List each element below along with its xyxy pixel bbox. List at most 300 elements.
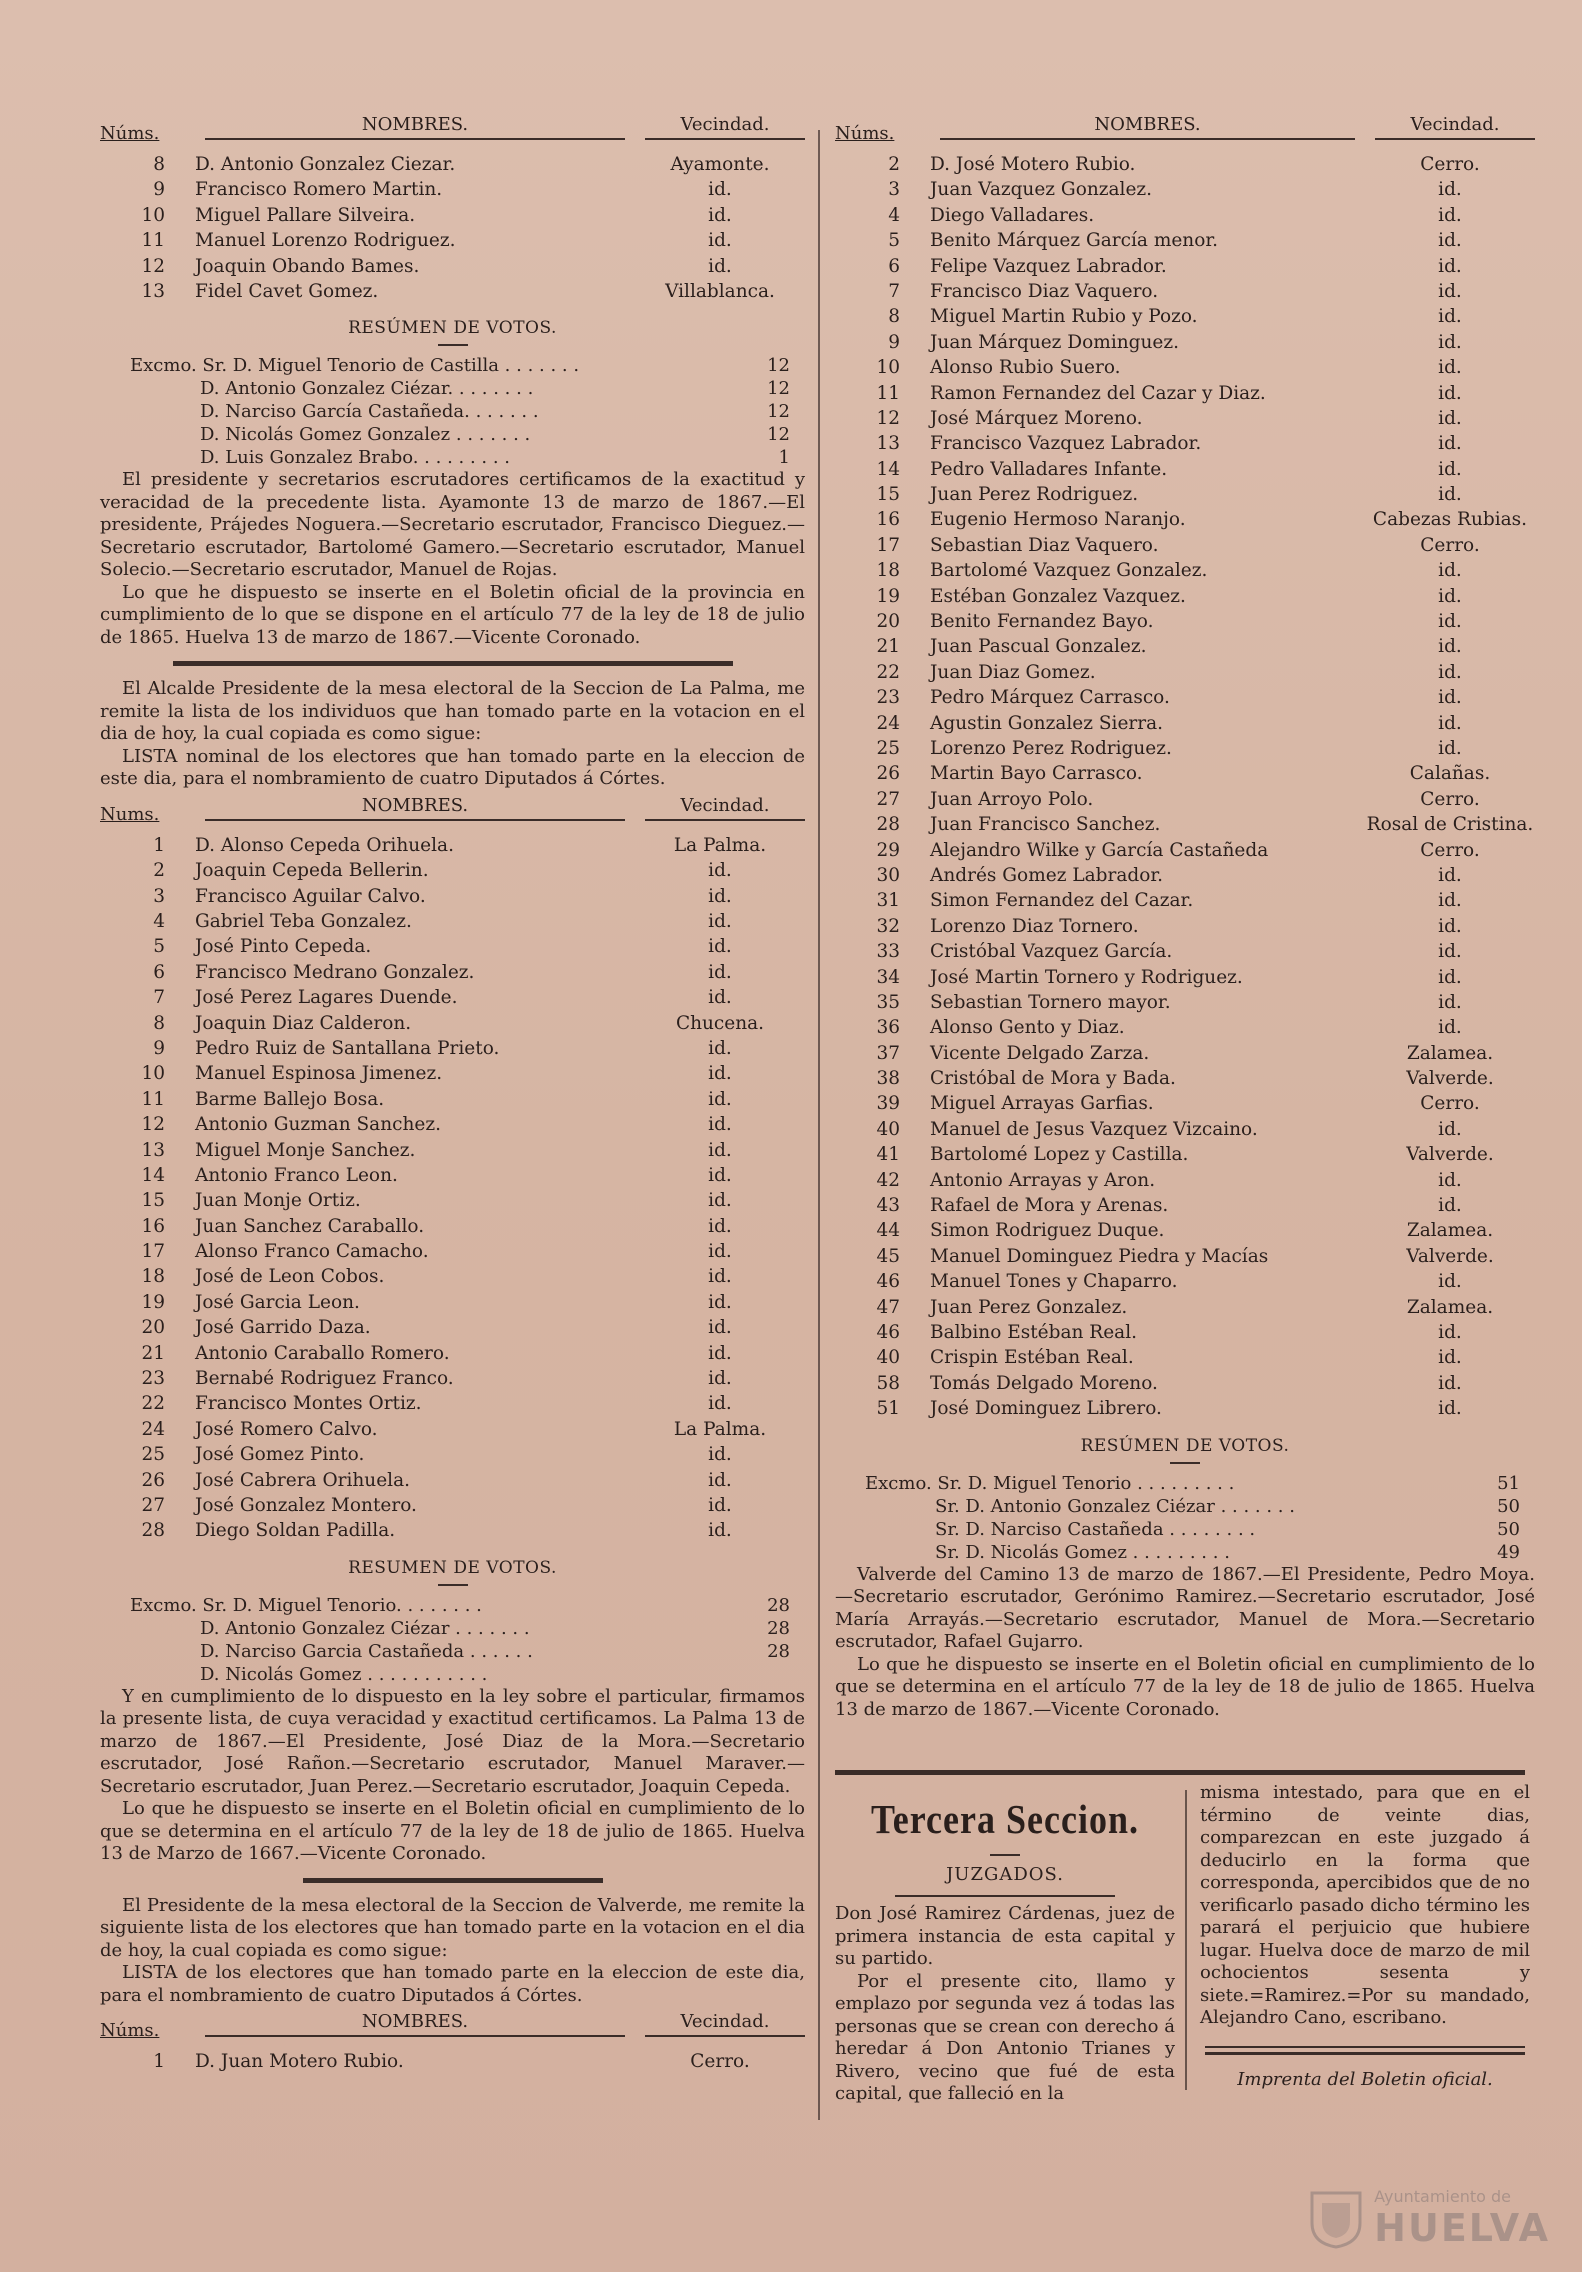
entry-vecindad: id.: [708, 1088, 732, 1110]
entry-vecindad: id.: [1438, 1271, 1462, 1293]
entry-name: Joaquin Diaz Calderon.: [195, 1012, 412, 1034]
vote-count: 12: [767, 378, 790, 400]
entry-name: Miguel Monje Sanchez.: [195, 1139, 416, 1161]
list-item: [835, 1269, 1535, 1294]
entry-number: 19: [876, 585, 900, 607]
entry-number: 9: [153, 179, 165, 201]
entry-name: Antonio Franco Leon.: [195, 1164, 398, 1186]
vote-row: [100, 423, 805, 446]
entry-number: 46: [876, 1271, 900, 1293]
entry-number: 11: [141, 230, 165, 252]
publication-paragraph: Lo que he dispuesto se inserte en el Boletin oficial en cumplimiento de lo que se determina en el artículo 77 de la ley de 18 de julio de 1865. Huelva 13 de Marzo de 1667.—Vicente Coronado.: [100, 1798, 805, 1865]
entry-number: 31: [876, 890, 900, 912]
entry-vecindad: Zalamea.: [1406, 1296, 1494, 1318]
list-item: [100, 884, 805, 909]
la-palma-list: [100, 833, 805, 1544]
entry-number: 26: [141, 1469, 165, 1491]
entry-name: Alonso Franco Camacho.: [195, 1241, 429, 1263]
list-intro-paragraph: LISTA nominal de los electores que han tomado parte en la eleccion de este dia, para el nombramiento de cuatro Diputados á Córtes.: [100, 745, 805, 790]
list-item: [835, 888, 1535, 913]
list-item: [100, 1341, 805, 1366]
candidate-name: Excmo. Sr. D. Miguel Tenorio de Castilla . . . . . . .: [130, 355, 580, 377]
watermark-line2: HUELVA: [1374, 2206, 1550, 2250]
entry-vecindad: id.: [1438, 1017, 1462, 1039]
list-item: [835, 152, 1535, 177]
entry-vecindad: id.: [708, 1164, 732, 1186]
entry-number: 8: [888, 306, 900, 328]
vote-row: [835, 1518, 1535, 1541]
entry-name: Miguel Pallare Silveira.: [195, 204, 416, 226]
entry-vecindad: id.: [1438, 991, 1462, 1013]
entry-name: Cristóbal de Mora y Bada.: [930, 1068, 1176, 1090]
entry-vecindad: id.: [708, 1139, 732, 1161]
entry-vecindad: id.: [708, 1190, 732, 1212]
entry-number: 40: [876, 1118, 900, 1140]
entry-number: 4: [888, 204, 900, 226]
list-item: [835, 254, 1535, 279]
list-item: [835, 457, 1535, 482]
crest-icon: [1308, 2189, 1364, 2249]
entry-number: 17: [876, 534, 900, 556]
entry-name: Alonso Gento y Diaz.: [930, 1017, 1125, 1039]
entry-number: 12: [876, 407, 900, 429]
vote-summary: [100, 1594, 805, 1686]
section-title: Tercera Seccion.: [871, 1796, 1139, 1842]
entry-vecindad: Cabezas Rubias.: [1372, 509, 1528, 531]
entry-number: 26: [876, 763, 900, 785]
list-item: [100, 1239, 805, 1264]
entry-name: Diego Valladares.: [930, 204, 1095, 226]
entry-vecindad: id.: [1438, 611, 1462, 633]
list-item: [100, 934, 805, 959]
header-vecindad: Vecindad.: [645, 112, 805, 140]
entry-number: 13: [141, 1139, 165, 1161]
entry-name: Manuel de Jesus Vazquez Vizcaino.: [930, 1118, 1258, 1140]
entry-number: 6: [888, 255, 900, 277]
summary-title: RESUMEN DE VOTOS.: [348, 1557, 557, 1578]
entry-number: 24: [876, 712, 900, 734]
table-header: [100, 791, 805, 825]
entry-name: Manuel Tones y Chaparro.: [930, 1271, 1178, 1293]
list-item: [100, 254, 805, 279]
candidate-name: Sr. D. Antonio Gonzalez Ciézar . . . . . . .: [935, 1495, 1295, 1517]
entry-name: Miguel Martin Rubio y Pozo.: [930, 306, 1198, 328]
entry-number: 35: [876, 991, 900, 1013]
entry-vecindad: id.: [708, 1266, 732, 1288]
publication-paragraph: Lo que he dispuesto se inserte en el Boletin oficial de la provincia en cumplimiento de lo que se dispone en el artículo 77 de la ley de 18 de julio de 1865. Huelva 13 de marzo de 1867.—Vicente Coronado.: [100, 581, 805, 648]
entry-number: 47: [876, 1296, 900, 1318]
vote-row: [100, 1594, 805, 1617]
entry-name: Benito Márquez García menor.: [930, 230, 1219, 252]
entry-name: D. Antonio Gonzalez Ciezar.: [195, 154, 456, 175]
entry-vecindad: id.: [1438, 687, 1462, 709]
entry-name: Juan Monje Ortiz.: [195, 1190, 361, 1212]
third-section-right: [1200, 1770, 1530, 2090]
entry-vecindad: Cerro.: [1420, 788, 1480, 810]
vote-count: 1: [778, 447, 790, 469]
entry-name: Juan Pascual Gonzalez.: [930, 636, 1147, 658]
entry-name: Pedro Márquez Carrasco.: [930, 687, 1170, 709]
entry-name: Lorenzo Diaz Tornero.: [930, 915, 1139, 937]
entry-number: 28: [876, 814, 900, 836]
entry-name: Francisco Diaz Vaquero.: [930, 280, 1159, 302]
entry-name: Lorenzo Perez Rodriguez.: [930, 737, 1172, 759]
entry-vecindad: Zalamea.: [1406, 1042, 1494, 1064]
entry-number: 44: [876, 1220, 900, 1242]
list-item: [100, 1290, 805, 1315]
header-num: Núms.: [835, 123, 895, 144]
list-item: [100, 279, 805, 304]
entry-number: 2: [153, 860, 165, 882]
entry-vecindad: id.: [708, 1368, 732, 1390]
entry-name: Fidel Cavet Gomez.: [195, 280, 379, 302]
entry-name: Cristóbal Vazquez García.: [930, 941, 1173, 963]
entry-name: Francisco Medrano Gonzalez.: [195, 961, 475, 983]
entry-number: 10: [141, 204, 165, 226]
entry-name: José Martin Tornero y Rodriguez.: [930, 966, 1243, 988]
list-item: [835, 1371, 1535, 1396]
list-item: [835, 1345, 1535, 1370]
entry-name: Estéban Gonzalez Vazquez.: [930, 585, 1186, 607]
entry-vecindad: id.: [708, 1114, 732, 1136]
entry-number: 24: [141, 1418, 165, 1440]
list-item: [835, 812, 1535, 837]
list-item: [835, 177, 1535, 202]
entry-name: José Cabrera Orihuela.: [195, 1469, 410, 1491]
entry-number: 15: [141, 1190, 165, 1212]
entry-number: 33: [876, 941, 900, 963]
candidate-name: D. Antonio Gonzalez Ciézar. . . . . . . .: [200, 378, 534, 400]
intro-paragraph: El Presidente de la mesa electoral de la Seccion de Valverde, me remite la siguiente lista de los electores que han tomado parte en la votacion en el dia de hoy, la cual copiada es como sigue:: [100, 1894, 805, 1961]
entry-name: Vicente Delgado Zarza.: [930, 1042, 1150, 1064]
entry-vecindad: id.: [708, 885, 732, 907]
entry-vecindad: id.: [1438, 661, 1462, 683]
entry-vecindad: id.: [708, 1342, 732, 1364]
list-item: [100, 1417, 805, 1442]
entry-number: 37: [876, 1042, 900, 1064]
entry-vecindad: id.: [1438, 585, 1462, 607]
list-item: [835, 431, 1535, 456]
header-vecindad: Vecindad.: [645, 2009, 805, 2037]
candidate-name: D. Luis Gonzalez Brabo. . . . . . . . .: [200, 447, 511, 469]
list-item: [100, 1214, 805, 1239]
entry-name: Rafael de Mora y Arenas.: [930, 1195, 1169, 1217]
entry-vecindad: id.: [708, 179, 732, 201]
candidate-name: Excmo. Sr. D. Miguel Tenorio . . . . . . . . .: [865, 1472, 1235, 1494]
entry-name: Crispin Estéban Real.: [930, 1347, 1134, 1369]
certification-paragraph: Valverde del Camino 13 de marzo de 1867.—El Presidente, Pedro Moya. —Secretario escrutador, Gerónimo Ramirez.—Secretario escrutador, José María Arrayás.—Secretario escrutador, Manuel de Mora.—Secretario escrutador, Rafael Gujarro.: [835, 1563, 1535, 1653]
entry-name: Alonso Rubio Suero.: [930, 357, 1121, 379]
entry-name: Pedro Ruiz de Santallana Prieto.: [195, 1037, 500, 1059]
header-num: Nums.: [100, 803, 160, 825]
entry-name: José Perez Lagares Duende.: [195, 987, 458, 1009]
entry-vecindad: id.: [708, 1520, 732, 1542]
entry-vecindad: Valverde.: [1406, 1144, 1494, 1166]
list-item: [835, 609, 1535, 634]
entry-vecindad: id.: [1438, 331, 1462, 353]
entry-name: José Márquez Moreno.: [930, 407, 1143, 429]
entry-number: 29: [876, 839, 900, 861]
entry-vecindad: Valverde.: [1406, 1245, 1494, 1267]
list-item: [835, 381, 1535, 406]
column-divider: [818, 130, 820, 2120]
entry-vecindad: id.: [1438, 915, 1462, 937]
list-item: [835, 965, 1535, 990]
entry-vecindad: id.: [708, 1291, 732, 1313]
entry-vecindad: id.: [1438, 1347, 1462, 1369]
list-item: [100, 1163, 805, 1188]
candidate-name: D. Nicolás Gomez Gonzalez . . . . . . .: [200, 424, 531, 446]
divider: [1205, 2046, 1525, 2048]
entry-name: Bartolomé Lopez y Castilla.: [930, 1144, 1189, 1166]
entry-name: José Dominguez Librero.: [930, 1398, 1162, 1420]
vote-count: 50: [1497, 1518, 1520, 1540]
list-item: [835, 1041, 1535, 1066]
entry-name: Antonio Caraballo Romero.: [195, 1342, 450, 1364]
entry-name: Simon Rodriguez Duque.: [930, 1220, 1165, 1242]
list-item: [835, 736, 1535, 761]
vote-row: [100, 1640, 805, 1663]
entry-vecindad: id.: [708, 1241, 732, 1263]
entry-vecindad: id.: [1438, 1195, 1462, 1217]
section-rule: [173, 661, 733, 666]
list-item: [835, 1295, 1535, 1320]
list-item: [100, 960, 805, 985]
vote-row: [100, 1617, 805, 1640]
list-item: [835, 558, 1535, 583]
entry-number: 21: [876, 636, 900, 658]
entry-number: 1: [153, 834, 165, 856]
header-num: Núms.: [100, 2020, 160, 2042]
entry-name: Tomás Delgado Moreno.: [930, 1372, 1158, 1394]
entry-vecindad: id.: [708, 1393, 732, 1415]
list-item: [835, 634, 1535, 659]
entry-name: José Gonzalez Montero.: [195, 1495, 417, 1516]
list-item: [100, 152, 805, 177]
entry-number: 16: [876, 509, 900, 531]
left-column: [100, 110, 805, 2075]
list-item: [835, 990, 1535, 1015]
entry-vecindad: id.: [1438, 407, 1462, 429]
entry-vecindad: id.: [708, 860, 732, 882]
entry-name: Juan Perez Rodriguez.: [930, 484, 1139, 506]
entry-vecindad: id.: [1438, 1169, 1462, 1191]
vote-row: [100, 400, 805, 423]
entry-number: 17: [141, 1241, 165, 1263]
summary-title: RESÚMEN DE VOTOS.: [348, 318, 557, 339]
entry-vecindad: La Palma.: [673, 834, 767, 856]
list-item: [835, 355, 1535, 380]
list-item: [835, 1218, 1535, 1243]
certification-paragraph: Y en cumplimiento de lo dispuesto en la ley sobre el particular, firmamos la presente lista, de cuya veracidad y exactitud certificamos. La Palma 13 de marzo de 1867.—El Presidente, José Diaz de la Mora.—Secretario escrutador, José Rañon.—Secretario escrutador, Manuel Maraver.—Secretario escrutador, Juan Perez.—Secretario escrutador, Joaquin Cepeda.: [100, 1685, 805, 1797]
list-item: [835, 533, 1535, 558]
entry-number: 27: [876, 788, 900, 810]
entry-name: José Garrido Daza.: [195, 1317, 371, 1339]
entry-number: 7: [153, 987, 165, 1009]
vote-row: [100, 446, 805, 469]
entry-number: 14: [141, 1164, 165, 1186]
entry-vecindad: id.: [1438, 737, 1462, 759]
vote-count: 28: [767, 1617, 790, 1639]
entry-name: Sebastian Tornero mayor.: [930, 991, 1171, 1013]
entry-name: José Gomez Pinto.: [195, 1444, 365, 1466]
summary-title: RESÚMEN DE VOTOS.: [1080, 1435, 1290, 1456]
entry-name: Bernabé Rodriguez Franco.: [195, 1368, 454, 1390]
vote-row: [100, 377, 805, 400]
entry-name: D. Juan Motero Rubio.: [195, 2051, 404, 2073]
entry-name: Juan Márquez Dominguez.: [930, 331, 1179, 353]
entry-number: 38: [876, 1068, 900, 1090]
entry-name: Juan Sanchez Caraballo.: [195, 1215, 425, 1237]
entry-vecindad: id.: [708, 987, 732, 1009]
entry-name: Juan Vazquez Gonzalez.: [930, 179, 1153, 201]
entry-vecindad: id.: [708, 255, 732, 277]
list-item: [100, 1112, 805, 1137]
entry-name: Juan Arroyo Polo.: [930, 788, 1094, 810]
imprint: Imprenta del Boletin oficial.: [1237, 2068, 1493, 2090]
list-item: [835, 1193, 1535, 1218]
list-item: [835, 787, 1535, 812]
divider: [438, 1584, 468, 1586]
list-item: [100, 1391, 805, 1416]
entry-vecindad: id.: [1438, 484, 1462, 506]
list-item: [835, 1066, 1535, 1091]
judge-paragraph: Don José Ramirez Cárdenas, juez de primera instancia de esta capital y su partido.: [835, 1903, 1175, 1969]
entry-number: 58: [876, 1372, 900, 1394]
entry-name: José Garcia Leon.: [195, 1291, 360, 1313]
entry-number: 18: [876, 560, 900, 582]
entry-vecindad: id.: [708, 1037, 732, 1059]
entry-number: 5: [888, 230, 900, 252]
list-item: [835, 838, 1535, 863]
entry-number: 46: [876, 1321, 900, 1343]
entry-name: Francisco Romero Martin.: [195, 179, 443, 201]
vote-count: 12: [767, 424, 790, 446]
list-item: [835, 1396, 1535, 1421]
entry-number: 32: [876, 915, 900, 937]
entry-name: José Romero Calvo.: [195, 1418, 378, 1440]
valverde-list-continued: [835, 152, 1535, 1422]
valverde-list: [100, 2049, 805, 2074]
list-item: [835, 1168, 1535, 1193]
list-item: [100, 833, 805, 858]
juzgados-heading: JUZGADOS.: [946, 1864, 1064, 1885]
entry-name: Pedro Valladares Infante.: [930, 458, 1168, 480]
list-item: [835, 1015, 1535, 1040]
list-item: [100, 1493, 805, 1518]
entry-name: Diego Soldan Padilla.: [195, 1520, 396, 1542]
vote-row: [835, 1472, 1535, 1495]
entry-vecindad: Chucena.: [675, 1012, 765, 1034]
entry-number: 10: [876, 357, 900, 379]
vote-count: 12: [767, 401, 790, 423]
entry-name: Manuel Dominguez Piedra y Macías: [930, 1245, 1269, 1267]
third-section-left: [835, 1770, 1175, 2106]
entry-vecindad: La Palma.: [673, 1418, 767, 1440]
entry-vecindad: Valverde.: [1406, 1068, 1494, 1090]
entry-vecindad: id.: [1438, 1118, 1462, 1140]
header-name: NOMBRES.: [940, 112, 1355, 140]
entry-number: 14: [876, 458, 900, 480]
list-item: [100, 1061, 805, 1086]
entry-vecindad: Rosal de Cristina.: [1366, 814, 1534, 836]
vote-count: 12: [767, 355, 790, 377]
entry-number: 12: [141, 255, 165, 277]
entry-number: 22: [876, 661, 900, 683]
list-item: [100, 1036, 805, 1061]
entry-name: Andrés Gomez Labrador.: [930, 864, 1164, 886]
entry-vecindad: id.: [1438, 712, 1462, 734]
entry-name: Simon Fernandez del Cazar.: [930, 890, 1194, 912]
entry-name: Manuel Espinosa Jimenez.: [195, 1063, 443, 1085]
list-item: [100, 1011, 805, 1036]
entry-name: Bartolomé Vazquez Gonzalez.: [930, 560, 1208, 582]
entry-vecindad: Villablanca.: [665, 280, 775, 302]
entry-vecindad: Cerro.: [1420, 154, 1480, 175]
entry-vecindad: id.: [1438, 255, 1462, 277]
divider: [895, 1895, 1115, 1897]
entry-number: 27: [141, 1495, 165, 1516]
entry-vecindad: id.: [708, 1215, 732, 1237]
entry-vecindad: Calañas.: [1409, 763, 1491, 785]
list-item: [835, 1244, 1535, 1269]
entry-number: 13: [876, 433, 900, 455]
list-item: [100, 985, 805, 1010]
entry-number: 13: [141, 280, 165, 302]
vote-count: 28: [767, 1594, 790, 1616]
column-divider: [1185, 1790, 1187, 2090]
entry-name: Antonio Guzman Sanchez.: [195, 1114, 441, 1136]
list-item: [100, 1188, 805, 1213]
entry-vecindad: id.: [1438, 382, 1462, 404]
entry-name: D. José Motero Rubio.: [930, 154, 1136, 175]
vote-summary: [835, 1472, 1535, 1564]
header-name: NOMBRES.: [205, 793, 625, 821]
entry-vecindad: id.: [708, 1317, 732, 1339]
watermark-line1: Ayuntamiento de: [1374, 2187, 1512, 2206]
right-column: [835, 110, 1535, 1721]
entry-number: 10: [141, 1063, 165, 1085]
entry-number: 7: [888, 280, 900, 302]
list-item: [835, 279, 1535, 304]
entry-number: 4: [153, 911, 165, 933]
vote-count: 28: [767, 1640, 790, 1662]
list-item: [835, 1117, 1535, 1142]
entry-number: 40: [876, 1347, 900, 1369]
vote-row: [835, 1541, 1535, 1564]
vote-count: 50: [1497, 1495, 1520, 1517]
entry-name: José Pinto Cepeda.: [195, 936, 372, 958]
entry-name: José de Leon Cobos.: [195, 1266, 385, 1288]
entry-number: 23: [141, 1368, 165, 1390]
entry-vecindad: id.: [1438, 966, 1462, 988]
entry-number: 20: [141, 1317, 165, 1339]
entry-name: Sebastian Diaz Vaquero.: [930, 534, 1159, 556]
entry-name: Francisco Montes Ortiz.: [195, 1393, 422, 1415]
third-section: [835, 1770, 1535, 2104]
list-item: [835, 1142, 1535, 1167]
entry-vecindad: id.: [1438, 1321, 1462, 1343]
list-item: [835, 914, 1535, 939]
entry-vecindad: id.: [1438, 433, 1462, 455]
entry-vecindad: id.: [708, 204, 732, 226]
entry-name: Martin Bayo Carrasco.: [930, 763, 1143, 785]
divider: [1205, 2052, 1525, 2055]
entry-number: 18: [141, 1266, 165, 1288]
entry-vecindad: id.: [708, 230, 732, 252]
entry-name: Miguel Arrayas Garfias.: [930, 1093, 1154, 1115]
entry-vecindad: id.: [708, 936, 732, 958]
